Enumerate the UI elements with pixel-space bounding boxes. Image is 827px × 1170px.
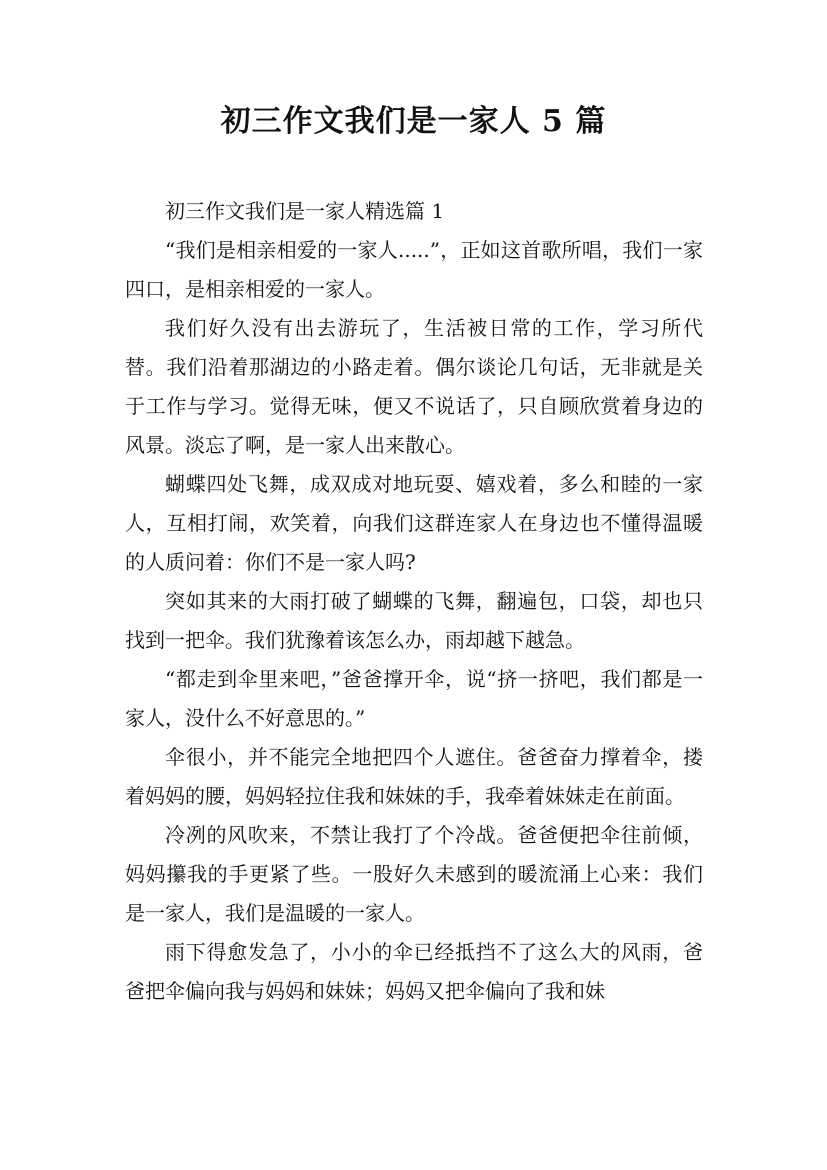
paragraph-1: “我们是相亲相爱的一家人.....”，正如这首歌所唱，我们一家四口，是相亲相爱的一家人。 (125, 238, 703, 301)
paragraph-8: 雨下得愈发急了，小小的伞已经抵挡不了这么大的风雨，爸爸把伞偏向我与妈妈和妹妹；妈妈又把伞偏向了我和妹 (125, 940, 703, 1003)
paragraph-2: 我们好久没有出去游玩了，生活被日常的工作，学习所代替。我们沿着那湖边的小路走着。偶尔谈论几句话，无非就是关于工作与学习。觉得无味，便又不说话了，只自顾欣赏着身边的风景。淡忘了啊，是一家人出来散心。 (125, 316, 703, 457)
document-body (125, 192, 703, 1011)
paragraph-6: 伞很小，并不能完全地把四个人遮住。爸爸奋力撑着伞，搂着妈妈的腰，妈妈轻拉住我和妹妹的手，我牵着妹妹走在前面。 (125, 745, 703, 808)
paragraph-4: 突如其来的大雨打破了蝴蝶的飞舞，翻遍包，口袋，却也只找到一把伞。我们犹豫着该怎么办，雨却越下越急。 (125, 589, 703, 652)
paragraph-3: 蝴蝶四处飞舞，成双成对地玩耍、嬉戏着，多么和睦的一家人，互相打闹，欢笑着，向我们这群连家人在身边也不懂得温暖的人质问着：你们不是一家人吗? (125, 472, 703, 574)
paragraph-7: 冷冽的风吹来，不禁让我打了个冷战。爸爸便把伞往前倾，妈妈攥我的手更紧了些。一股好久未感到的暖流涌上心来：我们是一家人，我们是温暖的一家人。 (125, 823, 703, 925)
paragraph-5: “都走到伞里来吧，”爸爸撑开伞，说“挤一挤吧，我们都是一家人，没什么不好意思的。” (125, 667, 703, 730)
document-title: 初三作文我们是一家人 5 篇 (220, 104, 607, 139)
section-heading: 初三作文我们是一家人精选篇 1 (165, 199, 445, 223)
